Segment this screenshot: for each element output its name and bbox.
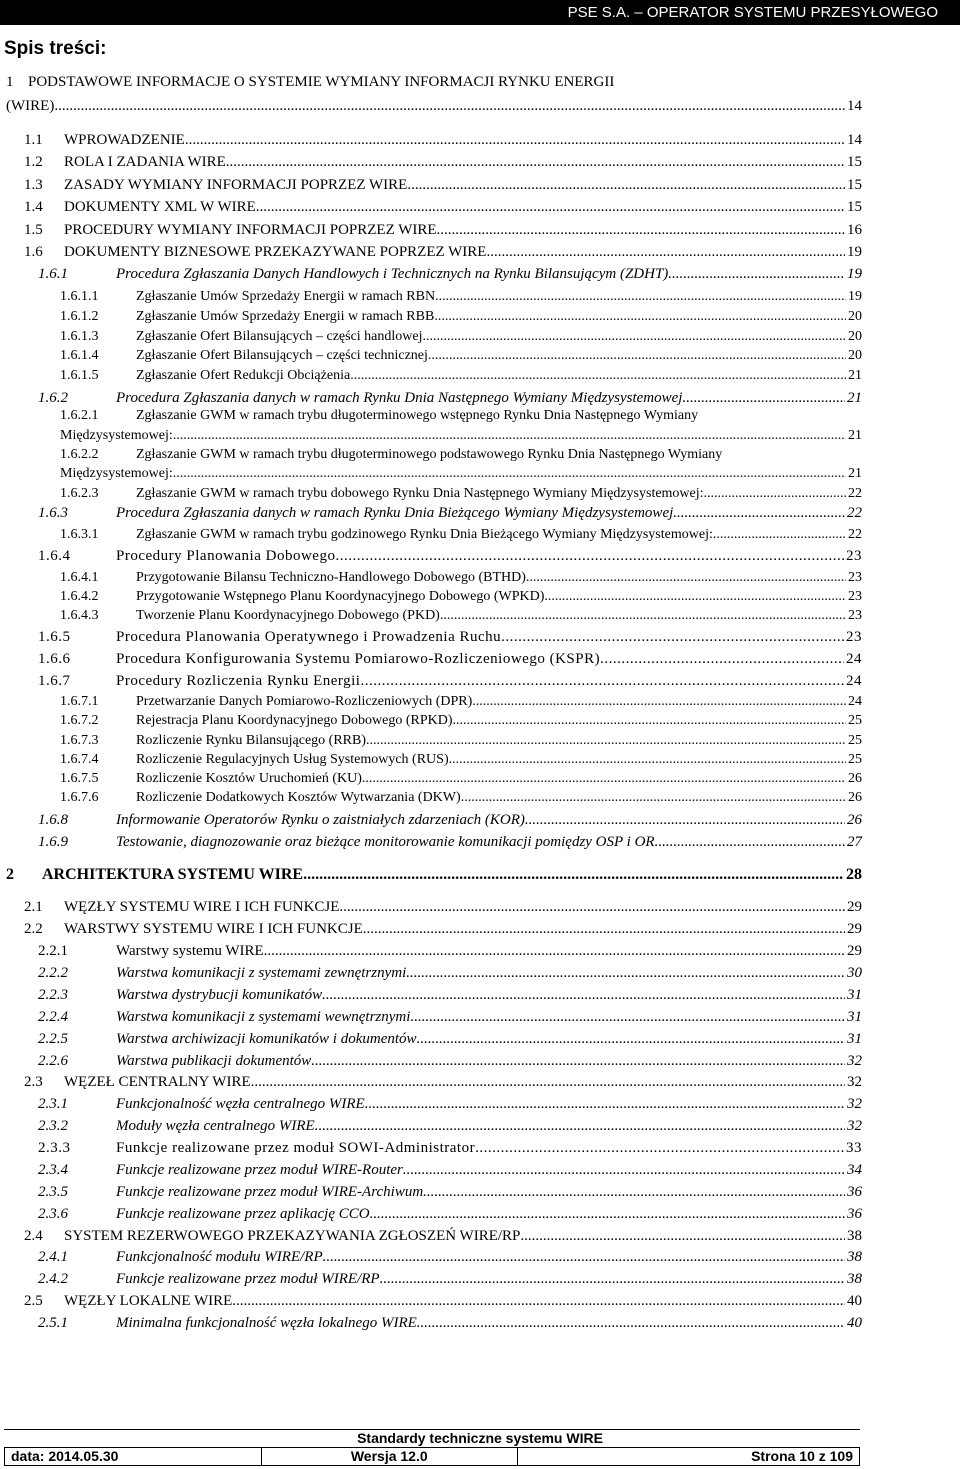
toc-leader-dots [173,463,846,484]
toc-entry-page: 20 [848,348,862,363]
toc-entry-text: Warstwy systemu WIRE [116,943,264,959]
toc-entry-number: 2.2.3 [38,987,68,1003]
toc-entry[interactable] [116,810,862,831]
toc-entry[interactable] [136,326,862,347]
toc-entry-page: 19 [847,266,862,282]
toc-entry[interactable] [64,919,862,940]
toc-entry-number: 2.1 [24,899,43,915]
toc-entry-number: 2.2 [24,921,43,937]
toc-entry-page: 38 [847,1271,862,1287]
toc-entry[interactable] [64,197,862,218]
toc-entry-text: ZASADY WYMIANY INFORMACJI POPRZEZ WIRE [64,177,408,193]
toc-entry-text: Procedura Zgłaszania danych w ramach Rynku Dnia Bieżącego Wymiany Międzysystemowej [116,505,674,521]
toc-entry-text: Funkcje realizowane przez moduł WIRE-Archiwum [116,1184,424,1200]
toc-entry-page: 23 [848,570,862,585]
toc-leader-dots [380,1269,845,1290]
toc-entry-number: 1.6.8 [38,812,68,828]
toc-entry-text: Przygotowanie Wstępnego Planu Koordynacyjnego Dobowego (WPKD) [136,589,545,604]
footer-date: data: 2014.05.30 [5,1448,262,1466]
toc-entry[interactable] [116,671,862,692]
toc-leader-dots [501,627,844,648]
page-header-bar [0,0,960,25]
toc-leader-dots [362,768,846,789]
toc-leader-dots [423,1182,845,1203]
toc-leader-dots [339,897,845,918]
toc-entry-number: 2.3.6 [38,1206,68,1222]
toc-entry-number: 1.6.7.1 [60,694,99,709]
toc-entry[interactable] [116,985,862,1006]
toc-entry[interactable] [116,1313,862,1334]
toc-entry-number: 1.6.4 [38,548,71,564]
toc-entry[interactable] [116,1269,862,1290]
toc-entry-text: Rozliczenie Kosztów Uruchomień (KU) [136,771,362,786]
toc-entry-text[interactable]: Zgłaszanie GWM w ramach trybu długoterminowego wstępnego Rynku Dnia Następnego Wymiany [136,408,699,423]
toc-entry-number: 1.6.1 [38,266,68,282]
toc-entry-page: 22 [848,486,862,501]
toc-entry[interactable] [136,567,862,588]
toc-entry[interactable] [116,941,862,962]
toc-entry-number: 1.6.1.5 [60,368,99,383]
toc-entry-page: 25 [848,733,862,748]
toc-leader-dots [526,567,846,588]
toc-leader-dots [600,649,844,670]
toc-entry-number: 2.5.1 [38,1315,68,1331]
toc-entry[interactable] [116,1051,862,1072]
toc-leader-dots [486,242,845,263]
toc-entry-text: Procedury Planowania Dobowego [116,548,336,564]
toc-entry-page: 36 [847,1206,862,1222]
toc-entry[interactable] [116,1247,862,1268]
toc-entry-page: 38 [847,1228,862,1244]
toc-entry-number: 2.4.2 [38,1271,68,1287]
toc-entry-page: 34 [847,1162,862,1178]
toc-entry-page: 15 [847,177,862,193]
toc-entry-number: 2.3.2 [38,1118,68,1134]
toc-entry-text: Warstwa komunikacji z systemami zewnętrznymi [116,965,407,981]
toc-entry-number: 1.2 [24,154,43,170]
toc-entry-number: 2.3.1 [38,1096,68,1112]
toc-entry-page: 14 [847,98,862,114]
toc-entry-page: 27 [847,834,862,850]
toc-entry-number: 1.6.4.2 [60,589,99,604]
toc-leader-dots [54,96,845,117]
toc-entry-number: 2.2.5 [38,1031,68,1047]
toc-entry-page: 40 [847,1315,862,1331]
toc-entry-number: 1.3 [24,177,43,193]
footer-version: Wersja 12.0 [261,1448,518,1466]
toc-entry-page: 15 [847,154,862,170]
toc-entry[interactable] [136,710,862,731]
toc-entry-number: 2.2.6 [38,1053,68,1069]
toc-leader-dots [440,605,846,626]
toc-entry-text: Zgłaszanie Umów Sprzedaży Energii w ramach RBB [136,309,435,324]
toc-entry-number: 1.1 [24,132,43,148]
toc-leader-dots [544,586,846,607]
toc-leader-dots [322,985,845,1006]
toc-entry-text: Funkcjonalność węzła centralnego WIRE [116,1096,365,1112]
toc-entry-text: WĘZEŁ CENTRALNY WIRE [64,1074,251,1090]
toc-entry[interactable] [136,787,862,808]
toc-entry-page: 26 [848,790,862,805]
toc-entry-number: 1.6.7.4 [60,752,99,767]
toc-entry-text: Minimalna funkcjonalność węzła lokalnego WIRE [116,1315,417,1331]
toc-entry-number: 1.6.7.2 [60,713,99,728]
toc-entry-text: Rozliczenie Dodatkowych Kosztów Wytwarzania (DKW) [136,790,461,805]
toc-entry-number: 1.6 [24,244,43,260]
toc-entry[interactable] [136,483,862,504]
toc-entry-text: WĘZŁY SYSTEMU WIRE I ICH FUNKCJE [64,899,340,915]
toc-leader-dots [704,483,846,504]
toc-entry[interactable] [136,691,862,712]
toc-entry[interactable] [64,897,862,918]
toc-entry[interactable] [116,1160,862,1181]
toc-entry-text: Funkcje realizowane przez moduł WIRE/RP [116,1271,380,1287]
toc-entry-cont-text: (WIRE) [6,98,55,114]
toc-entry-text: Moduły węzła centralnego WIRE [116,1118,315,1134]
toc-entry-number: 1.6.1.2 [60,309,99,324]
toc-entry-continuation[interactable] [60,425,862,446]
toc-entry-number: 1.6.1.4 [60,348,99,363]
toc-leader-dots [366,730,846,751]
toc-entry[interactable] [64,1072,862,1093]
toc-entry-page: 26 [847,812,862,828]
toc-entry[interactable] [136,286,862,307]
toc-entry-page: 25 [848,752,862,767]
toc-entry[interactable] [64,1291,862,1312]
toc-entry[interactable] [116,1182,862,1203]
toc-entry-text: Zgłaszanie Ofert Bilansujących – części technicznej [136,348,428,363]
toc-entry[interactable] [64,152,862,173]
toc-entry-page: 23 [846,629,862,645]
toc-entry-number: 2.3.3 [38,1140,71,1156]
toc-leader-dots [423,326,847,347]
toc-entry-text: Funkcje realizowane przez aplikację CCO [116,1206,370,1222]
toc-leader-dots [525,810,845,831]
toc-entry-number: 2.4.1 [38,1249,68,1265]
toc-leader-dots [311,1051,845,1072]
toc-leader-dots [407,175,845,196]
toc-entry-page: 22 [847,505,862,521]
toc-leader-dots [303,864,844,885]
toc-leader-dots [323,1247,845,1268]
toc-entry[interactable] [116,1204,862,1225]
toc-leader-dots [410,1007,845,1028]
toc-entry-page: 16 [847,222,862,238]
toc-entry-number: 2.2.4 [38,1009,68,1025]
toc-entry-continuation[interactable] [6,96,862,117]
toc-leader-dots [264,941,845,962]
toc-entry[interactable] [116,1138,862,1159]
toc-entry-text: Procedura Zgłaszania Danych Handlowych i Technicznych na Rynku Bilansującym (ZDHT) [116,266,669,282]
toc-entry-text: Przygotowanie Bilansu Techniczno-Handlowego Dobowego (BTHD) [136,570,526,585]
toc-entry-number: 1.6.2.3 [60,486,99,501]
toc-entry-page: 29 [847,921,862,937]
toc-entry-text: Warstwa archiwizacji komunikatów i dokumentów [116,1031,417,1047]
toc-entry-number: 2.2.2 [38,965,68,981]
toc-leader-dots [449,749,846,770]
toc-entry[interactable] [64,175,862,196]
toc-entry-page: 23 [848,589,862,604]
toc-entry-page: 30 [847,965,862,981]
toc-entry-text: WARSTWY SYSTEMU WIRE I ICH FUNKCJE [64,921,363,937]
toc-entry-page: 20 [848,329,862,344]
toc-entry-number: 1.6.9 [38,834,68,850]
toc-leader-dots [232,1291,845,1312]
toc-entry-text: Zgłaszanie Umów Sprzedaży Energii w ramach RBN [136,289,436,304]
toc-entry-cont-text: Międzysystemowej: [60,428,173,443]
toc-entry-text[interactable]: Zgłaszanie GWM w ramach trybu długoterminowego podstawowego Rynku Dnia Następnego Wymiany [136,447,723,462]
toc-entry-text: Testowanie, diagnozowanie oraz bieżące monitorowanie komunikacji pomiędzy OSP i OR [116,834,655,850]
toc-leader-dots [350,365,846,386]
toc-entry-number: 2.3 [24,1074,43,1090]
toc-leader-dots [185,130,845,151]
toc-entry-number: 1.6.7.5 [60,771,99,786]
toc-entry-text[interactable]: PODSTAWOWE INFORMACJE O SYSTEMIE WYMIANY INFORMACJI RYNKU ENERGII [28,74,615,90]
toc-entry-text: Rozliczenie Regulacyjnych Usług Systemowych (RUS) [136,752,449,767]
toc-entry[interactable] [116,1094,862,1115]
toc-entry-number: 2.3.4 [38,1162,68,1178]
toc-entry-page: 33 [846,1140,862,1156]
toc-entry[interactable] [136,306,862,327]
toc-entry-text: ARCHITEKTURA SYSTEMU WIRE [42,866,304,883]
toc-entry-number: 1 [6,74,14,90]
toc-entry-page: 26 [848,771,862,786]
toc-leader-dots [428,345,846,366]
toc-entry-text: Warstwa komunikacji z systemami wewnętrznymi [116,1009,411,1025]
toc-entry-continuation[interactable] [60,463,862,484]
toc-leader-dots [173,425,846,446]
toc-entry-number: 1.6.7.6 [60,790,99,805]
toc-leader-dots [520,1226,845,1247]
toc-leader-dots [673,503,845,524]
toc-entry-cont-text: Międzysystemowej: [60,466,173,481]
toc-entry-text: WĘZŁY LOKALNE WIRE [64,1293,233,1309]
toc-entry-text: Funkcje realizowane przez moduł WIRE-Router [116,1162,403,1178]
toc-entry-page: 21 [847,390,862,406]
toc-entry[interactable] [116,264,862,285]
toc-entry[interactable] [136,586,862,607]
toc-entry-text: PROCEDURY WYMIANY INFORMACJI POPRZEZ WIRE [64,222,437,238]
toc-entry-page: 36 [847,1184,862,1200]
toc-entry[interactable] [136,524,862,545]
toc-entry-number: 1.6.2.2 [60,447,99,462]
toc-entry[interactable] [136,605,862,626]
toc-entry-text: DOKUMENTY XML W WIRE [64,199,256,215]
toc-entry-page: 21 [848,428,862,443]
toc-entry-text: Zgłaszanie Ofert Redukcji Obciążenia [136,368,351,383]
toc-entry[interactable] [116,649,862,670]
toc-entry-text: Procedury Rozliczenia Rynku Energii [116,673,361,689]
toc-leader-dots [256,197,845,218]
toc-leader-dots [251,1072,845,1093]
footer-title: Standardy techniczne systemu WIRE [357,1430,603,1446]
toc-leader-dots [417,1313,845,1334]
toc-entry-page: 21 [848,368,862,383]
toc-leader-dots [315,1116,845,1137]
toc-entry-page: 15 [847,199,862,215]
toc-entry[interactable] [116,1007,862,1028]
toc-entry-text: WPROWADZENIE [64,132,185,148]
toc-leader-dots [668,264,845,285]
toc-entry-text: Warstwa publikacji dokumentów [116,1053,312,1069]
toc-entry[interactable] [116,1029,862,1050]
toc-entry-page: 29 [847,899,862,915]
toc-entry[interactable] [136,365,862,386]
footer-table [4,1447,860,1466]
toc-entry-text: Funkcjonalność modułu WIRE/RP [116,1249,323,1265]
toc-entry[interactable] [64,242,862,263]
toc-entry[interactable] [136,768,862,789]
toc-entry-number: 1.6.4.1 [60,570,99,585]
toc-entry-page: 23 [846,548,862,564]
toc-entry-page: 25 [848,713,862,728]
toc-entry-page: 24 [848,694,862,709]
footer-page: Strona 10 z 109 [518,1448,860,1466]
toc-entry-page: 22 [848,527,862,542]
toc-entry-text: Zgłaszanie GWM w ramach trybu dobowego Rynku Dnia Następnego Wymiany Międzysystemowej: [136,486,704,501]
toc-entry-text: Zgłaszanie GWM w ramach trybu godzinowego Rynku Dnia Bieżącego Wymiany Międzysystemowej: [136,527,713,542]
toc-entry[interactable] [64,220,862,241]
toc-entry[interactable] [116,832,862,853]
toc-leader-dots [370,1204,845,1225]
toc-entry-number: 2.4 [24,1228,43,1244]
toc-entry-number: 1.6.7.3 [60,733,99,748]
toc-entry-number: 2.2.1 [38,943,68,959]
toc-leader-dots [365,1094,845,1115]
toc-entry-text: Procedura Planowania Operatywnego i Prowadzenia Ruchu [116,629,502,645]
toc-leader-dots [406,963,845,984]
toc-entry-page: 14 [847,132,862,148]
toc-entry-page: 32 [847,1096,862,1112]
toc-entry-text: Rejestracja Planu Koordynacyjnego Dobowego (RPKD) [136,713,453,728]
toc-leader-dots [452,710,846,731]
toc-leader-dots [435,286,846,307]
toc-entry[interactable] [136,345,862,366]
toc-entry-number: 1.6.2.1 [60,408,99,423]
toc-entry[interactable] [136,749,862,770]
toc-entry-text: Przetwarzanie Danych Pomiarowo-Rozliczeniowych (DPR) [136,694,473,709]
toc-entry-number: 1.6.2 [38,390,68,406]
toc-leader-dots [335,546,844,567]
toc-entry-number: 1.6.4.3 [60,608,99,623]
toc-entry-text: Informowanie Operatorów Rynku o zaistniałych zdarzeniach (KOR) [116,812,525,828]
toc-entry-page: 19 [848,289,862,304]
toc-entry-page: 32 [847,1118,862,1134]
toc-entry-page: 38 [847,1249,862,1265]
toc-entry-page: 31 [847,1031,862,1047]
toc-entry[interactable] [116,627,862,648]
toc-entry-page: 24 [846,651,862,667]
toc-entry-number: 1.6.7 [38,673,71,689]
toc-entry[interactable] [116,1116,862,1137]
toc-entry[interactable] [116,963,862,984]
toc-leader-dots [403,1160,845,1181]
toc-entry-page: 29 [847,943,862,959]
header-organization: PSE S.A. – OPERATOR SYSTEMU PRZESYŁOWEGO [567,4,938,21]
toc-entry-text: Zgłaszanie Ofert Bilansujących – części handlowej [136,329,423,344]
toc-entry-number: 2.3.5 [38,1184,68,1200]
toc-title: Spis treści: [4,38,107,59]
toc-leader-dots [475,1138,844,1159]
toc-entry-number: 1.6.1.1 [60,289,99,304]
toc-entry[interactable] [116,546,862,567]
toc-entry-page: 32 [847,1053,862,1069]
toc-entry-page: 20 [848,309,862,324]
toc-entry-number: 2 [6,866,14,883]
toc-entry-number: 1.5 [24,222,43,238]
toc-entry-page: 24 [846,673,862,689]
toc-entry-text: DOKUMENTY BIZNESOWE PRZEKAZYWANE POPRZEZ WIRE [64,244,487,260]
toc-leader-dots [434,306,846,327]
toc-entry-text: Procedura Konfigurowania Systemu Pomiarowo-Rozliczeniowego (KSPR) [116,651,601,667]
toc-leader-dots [437,220,845,241]
toc-entry-text: Rozliczenie Rynku Bilansującego (RRB) [136,733,367,748]
toc-entry-number: 1.6.1.3 [60,329,99,344]
toc-entry[interactable] [42,864,862,885]
toc-entry-text: Tworzenie Planu Koordynacyjnego Dobowego (PKD) [136,608,440,623]
toc-entry-text: Funkcje realizowane przez moduł SOWI-Administrator [116,1140,476,1156]
toc-entry-page: 23 [848,608,862,623]
toc-entry-number: 1.6.5 [38,629,71,645]
toc-entry[interactable] [64,1226,862,1247]
toc-entry-page: 40 [847,1293,862,1309]
toc-entry-page: 32 [847,1074,862,1090]
toc-entry-page: 21 [848,466,862,481]
toc-leader-dots [417,1029,845,1050]
toc-leader-dots [713,524,846,545]
toc-entry-text: SYSTEM REZERWOWEGO PRZEKAZYWANIA ZGŁOSZEŃ WIRE/RP [64,1228,521,1244]
toc-entry-text: Warstwa dystrybucji komunikatów [116,987,323,1003]
toc-entry-number: 1.6.6 [38,651,71,667]
toc-entry-number: 1.4 [24,199,43,215]
toc-entry[interactable] [136,730,862,751]
toc-leader-dots [360,671,844,692]
toc-entry[interactable] [64,130,862,151]
toc-entry-page: 31 [847,987,862,1003]
toc-leader-dots [461,787,846,808]
toc-entry-number: 1.6.3 [38,505,68,521]
toc-entry-number: 1.6.3.1 [60,527,99,542]
toc-entry-page: 31 [847,1009,862,1025]
toc-leader-dots [472,691,846,712]
toc-entry-page: 28 [846,866,862,883]
toc-entry-text: ROLA I ZADANIA WIRE [64,154,226,170]
toc-entry-page: 19 [847,244,862,260]
toc-entry[interactable] [116,503,862,524]
toc-leader-dots [363,919,845,940]
toc-leader-dots [226,152,845,173]
toc-leader-dots [655,832,845,853]
toc-entry-text: Procedura Zgłaszania danych w ramach Rynku Dnia Następnego Wymiany Międzysystemowej [116,390,683,406]
toc-entry-number: 2.5 [24,1293,43,1309]
